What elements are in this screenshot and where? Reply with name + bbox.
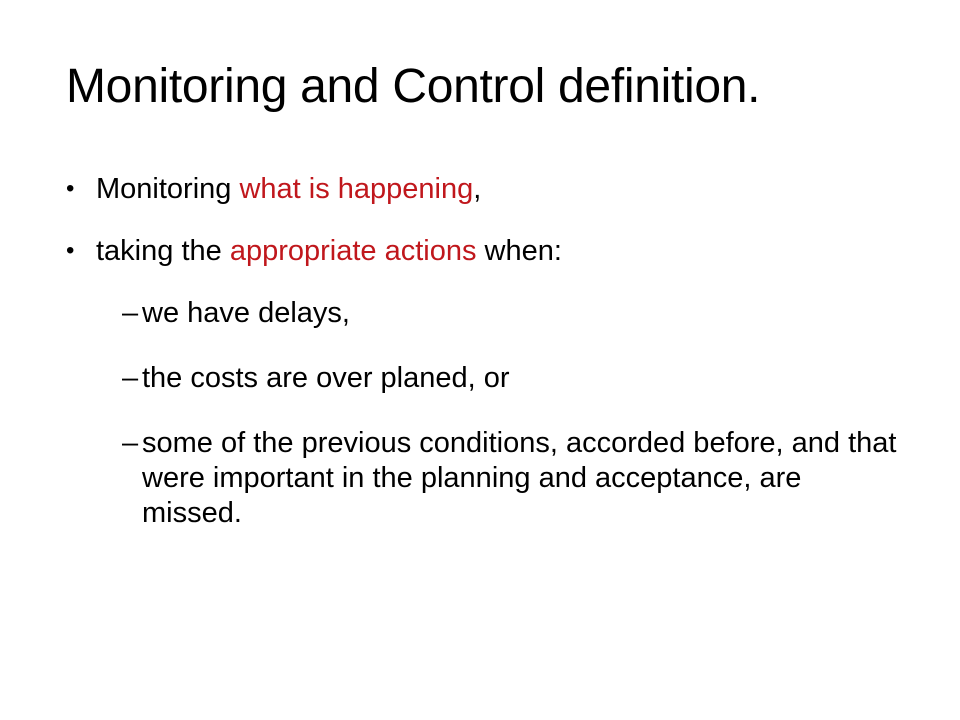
sub-bullet-item xyxy=(66,426,906,531)
sub-bullet-item xyxy=(66,296,906,331)
sub-bullet-text: we have delays, xyxy=(142,297,350,329)
sub-bullet-item xyxy=(66,361,906,396)
dash-bullet-icon: – xyxy=(122,362,139,394)
dash-bullet-icon: – xyxy=(122,297,139,329)
slide-title: Monitoring and Control definition. xyxy=(66,60,761,113)
bullet-text: , xyxy=(473,173,482,205)
bullet-text: when: xyxy=(476,235,562,267)
bullet-dot-icon: • xyxy=(66,175,75,202)
sub-bullet-text: the costs are over planed, or xyxy=(142,362,510,394)
dash-bullet-icon: – xyxy=(122,427,139,459)
sub-bullet-text: some of the previous conditions, accorded before, and that were important in the planning and acceptance, are missed. xyxy=(142,427,897,529)
bullet-text: taking the xyxy=(96,235,230,267)
bullet-item xyxy=(66,234,906,268)
highlight-text: what is happening xyxy=(239,173,474,205)
highlight-text: appropriate actions xyxy=(229,235,477,267)
bullet-dot-icon: • xyxy=(66,237,75,264)
bullet-text: Monitoring xyxy=(96,173,240,205)
slide-body xyxy=(66,172,906,531)
bullet-item xyxy=(66,172,906,206)
